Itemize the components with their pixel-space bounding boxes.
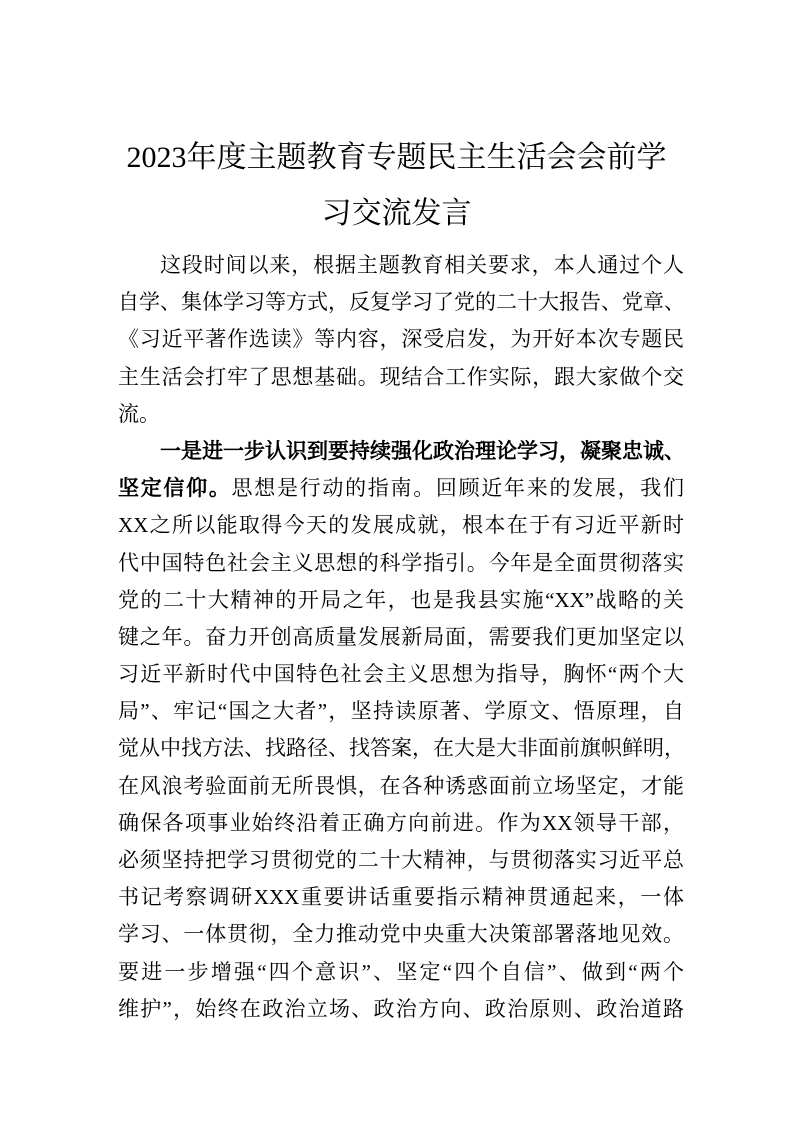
text-line: 自学、集体学习等方式，反复学习了党的二十大报告、党章、 <box>118 290 685 315</box>
document-body <box>118 247 684 1028</box>
text-line: 觉从中找方法、找路径、找答案，在大是大非面前旗帜鲜明， <box>118 736 685 761</box>
bold-heading: 坚定信仰。 <box>118 476 232 501</box>
text-line: 主生活会打牢了思想基础。现结合工作实际，跟大家做个交 <box>118 364 684 389</box>
document-title-line-2: 习交流发言 <box>321 197 472 230</box>
text-line <box>118 433 684 470</box>
text-line: 确保各项事业始终沿着正确方向前进。作为XX领导干部， <box>118 810 684 835</box>
text-line: 在风浪考验面前无所畏惧，在各种诱惑面前立场坚定，才能 <box>118 773 684 798</box>
text-line: 这段时间以来，根据主题教育相关要求，本人通过个人 <box>160 253 684 277</box>
text-line: 《习近平著作选读》等内容，深受启发，为开好本次专题民 <box>118 327 684 352</box>
text-line: 必须坚持把学习贯彻党的二十大精神，与贯彻落实习近平总 <box>118 848 684 872</box>
text-line: 书记考察调研XXX重要讲话重要指示精神贯通起来，一体 <box>118 885 684 910</box>
text-line: 代中国特色社会主义思想的科学指引。今年是全面贯彻落实 <box>118 550 684 575</box>
text-line: 要进一步增强“四个意识”、坚定“四个自信”、做到“两个 <box>118 959 684 984</box>
text-line <box>118 470 684 507</box>
document-title-line-1: 2023年度主题教育专题民主生活会会前学 <box>126 141 667 174</box>
text-line: XX之所以能取得今天的发展成就，根本在于有习近平新时 <box>118 513 684 538</box>
text-line: 学习、一体贯彻，全力推动党中央重大决策部署落地见效。 <box>118 922 684 947</box>
text-line: 习近平新时代中国特色社会主义思想为指导，胸怀“两个大 <box>118 662 684 687</box>
text-line: 党的二十大精神的开局之年，也是我县实施“XX”战略的关 <box>118 587 684 612</box>
text-line: 流。 <box>118 401 160 426</box>
text-line: 维护”，始终在政治立场、政治方向、政治原则、政治道路 <box>118 996 684 1021</box>
text-line: 键之年。奋力开创高质量发展新局面，需要我们更加坚定以 <box>118 624 684 649</box>
bold-heading: 一是进一步认识到要持续强化政治理论学习，凝聚忠诚、 <box>160 438 685 463</box>
text-span: 思想是行动的指南。回顾近年来的发展，我们 <box>231 476 685 501</box>
text-line: 局”、牢记“国之大者”，坚持读原著、学原文、悟原理，自 <box>118 699 684 724</box>
